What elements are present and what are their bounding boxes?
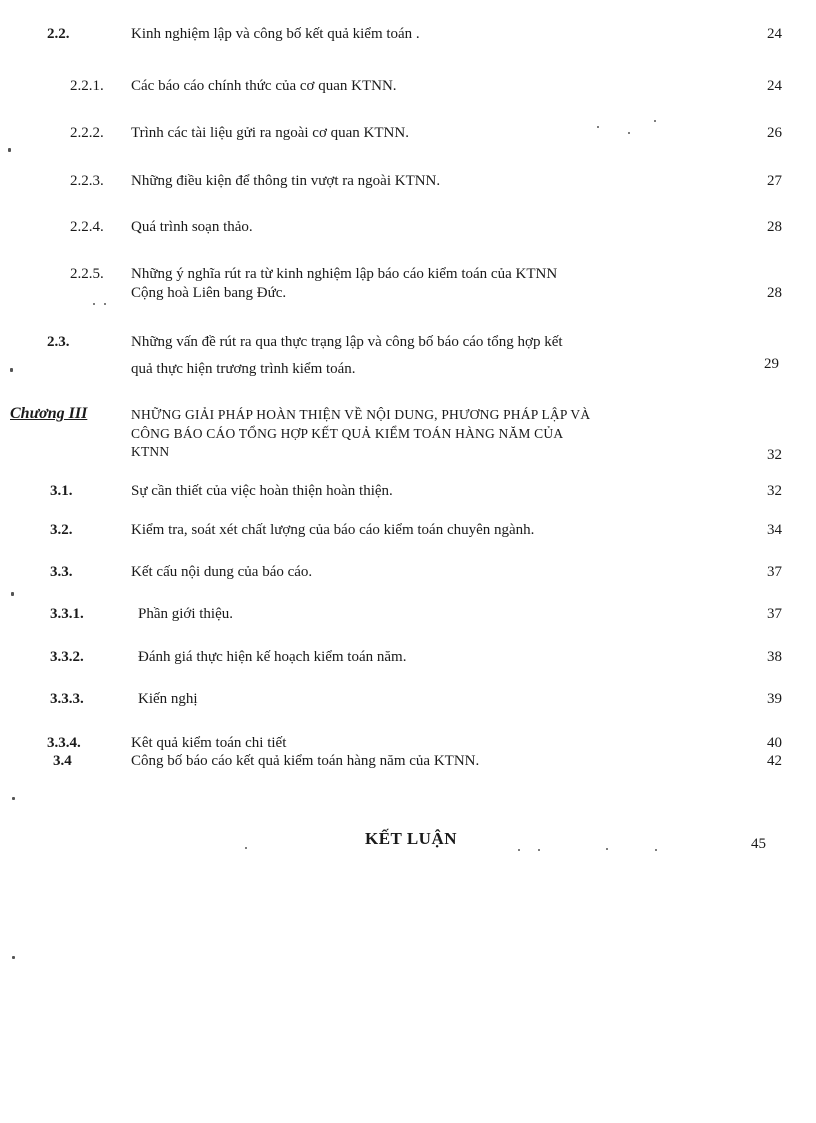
toc-entry-number: 2.2. — [47, 26, 70, 42]
toc-entry-page: 24 — [767, 26, 782, 42]
chapter-heading: Chương III — [10, 405, 88, 422]
toc-entry-number: 2.3. — [47, 334, 70, 350]
conclusion-title: KẾT LUẬN — [365, 829, 458, 848]
toc-entry-number: 2.2.2. — [70, 125, 104, 141]
toc-entry-page: 26 — [767, 125, 782, 141]
toc-entry-title: Kết cấu nội dung của báo cáo. — [131, 564, 313, 580]
chapter-title-line2: CÔNG BÁO CÁO TỔNG HỢP KẾT QUẢ KIỂM TOÁN HÀNG NĂM CỦA — [131, 426, 564, 441]
chapter-title-line1: NHỮNG GIẢI PHÁP HOÀN THIỆN VỀ NỘI DUNG, PHƯƠNG PHÁP LẬP VÀ — [131, 407, 591, 422]
scan-speck — [597, 126, 599, 128]
toc-entry-number: 2.2.3. — [70, 173, 104, 189]
scan-speck — [93, 303, 95, 305]
toc-entry-page: 24 — [767, 78, 782, 94]
toc-entry-number: 3.3. — [50, 564, 73, 580]
toc-entry-title: Những điều kiện để thông tin vượt ra ngoài KTNN. — [131, 173, 441, 189]
toc-entry-page: 40 — [767, 735, 782, 751]
toc-entry-title: Kêt quả kiểm toán chi tiết — [131, 735, 287, 751]
toc-entry-page: 27 — [767, 173, 782, 189]
toc-entry-page: 39 — [767, 691, 782, 707]
toc-entry-number: 3.2. — [50, 522, 73, 538]
toc-entry-number: 2.2.1. — [70, 78, 104, 94]
scan-speck — [12, 956, 15, 959]
toc-entry-page: 38 — [767, 649, 782, 665]
scan-speck — [8, 148, 11, 152]
toc-entry-page: 42 — [767, 753, 782, 769]
toc-entry-page: 29 — [764, 356, 779, 372]
scan-speck — [655, 849, 657, 851]
toc-entry-page: 28 — [767, 285, 782, 301]
toc-entry-page: 28 — [767, 219, 782, 235]
scan-speck — [12, 797, 15, 800]
toc-entry-title: Kiểm tra, soát xét chất lượng của báo cáo kiểm toán chuyên ngành. — [131, 522, 535, 538]
toc-entry-number: 3.3.2. — [50, 649, 84, 665]
toc-entry-title: Trình các tài liệu gửi ra ngoài cơ quan KTNN. — [131, 125, 409, 141]
toc-entry-title-line2: quả thực hiện trương trình kiểm toán. — [131, 361, 356, 377]
scan-speck — [538, 849, 540, 851]
toc-entry-page: 34 — [767, 522, 782, 538]
scan-speck — [245, 847, 247, 849]
toc-entry-title: Kiến nghị — [138, 691, 198, 707]
toc-entry-title: Công bố báo cáo kết quả kiểm toán hàng năm của KTNN. — [131, 753, 480, 769]
toc-entry-page: 37 — [767, 564, 782, 580]
toc-entry-title: Kinh nghiệm lập và công bố kết quả kiểm toán . — [131, 26, 420, 42]
toc-entry-number: 3.3.4. — [47, 735, 81, 751]
toc-entry-title-line2: Cộng hoà Liên bang Đức. — [131, 285, 287, 301]
toc-entry-number: 3.3.1. — [50, 606, 84, 622]
scan-speck — [654, 120, 656, 122]
toc-entry-number: 3.3.3. — [50, 691, 84, 707]
toc-entry-title: Sự cần thiết của việc hoàn thiện hoàn thiện. — [131, 483, 393, 499]
toc-entry-title-line1: Những ý nghĩa rút ra từ kinh nghiệm lập báo cáo kiểm toán của KTNN — [131, 266, 558, 282]
conclusion-page: 45 — [751, 836, 766, 852]
scan-speck — [10, 368, 13, 372]
toc-entry-number: 3.1. — [50, 483, 73, 499]
scan-speck — [606, 848, 608, 850]
toc-entry-number: 2.2.4. — [70, 219, 104, 235]
chapter-title-line3: KTNN — [131, 444, 170, 459]
scan-speck — [104, 303, 106, 305]
scan-speck — [628, 132, 630, 134]
toc-entry-title: Các báo cáo chính thức của cơ quan KTNN. — [131, 78, 397, 94]
toc-entry-title: Đánh giá thực hiện kế hoạch kiểm toán năm. — [138, 649, 407, 665]
scan-speck — [11, 592, 14, 596]
toc-entry-page: 32 — [767, 447, 782, 463]
toc-entry-title: Phần giới thiệu. — [138, 606, 234, 622]
toc-entry-title: Quá trình soạn thảo. — [131, 219, 253, 235]
toc-entry-title-line1: Những vấn đề rút ra qua thực trạng lập và công bố báo cáo tổng hợp kết — [131, 334, 563, 350]
scan-speck — [518, 849, 520, 851]
toc-entry-page: 37 — [767, 606, 782, 622]
toc-entry-number: 2.2.5. — [70, 266, 104, 282]
toc-entry-page: 32 — [767, 483, 782, 499]
toc-entry-number: 3.4 — [53, 753, 72, 769]
